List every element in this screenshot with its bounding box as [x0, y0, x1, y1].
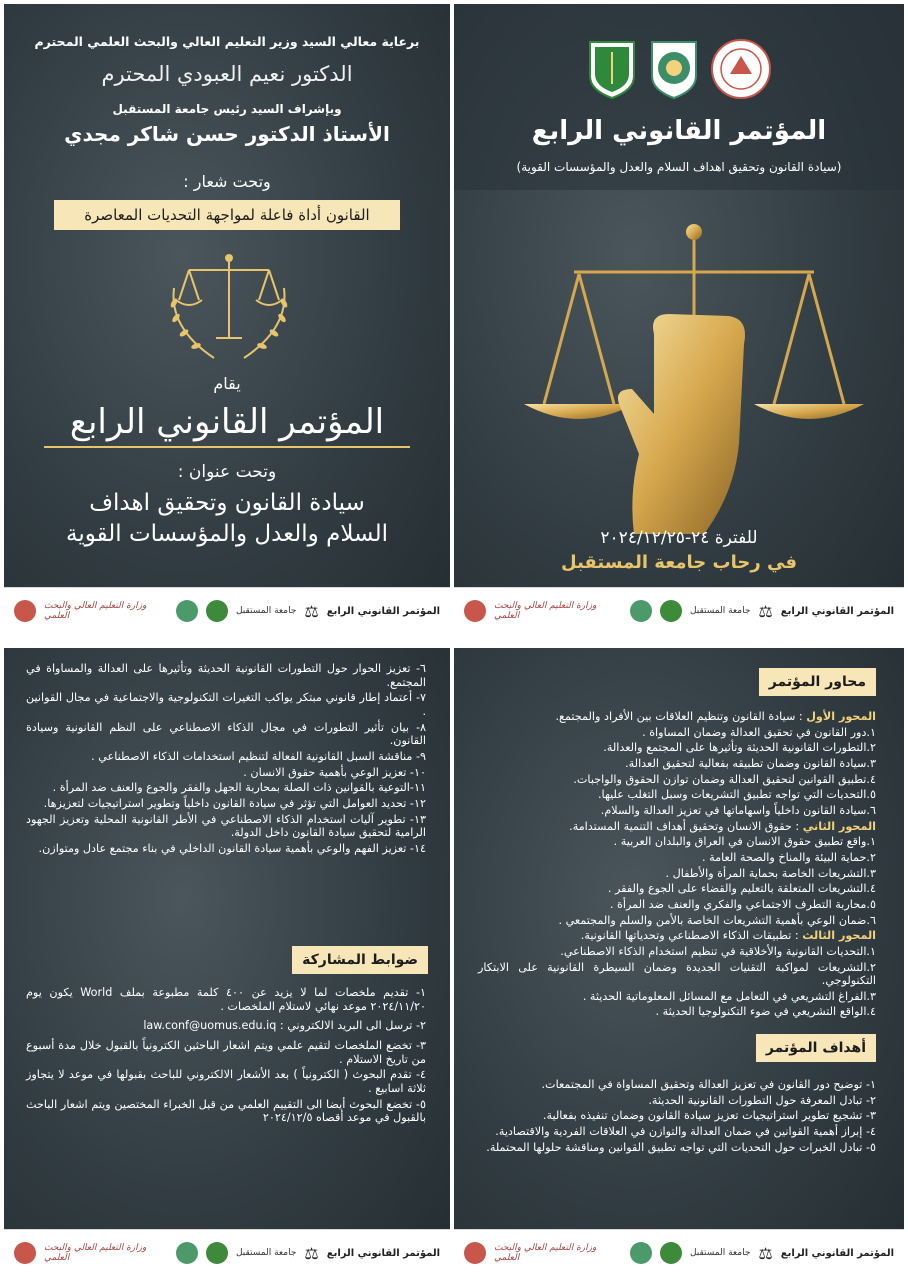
list-item: ٤- إبراز أهمية القوانين في ضمان العدالة والتوازن في العلاقات الفردية والاقتصادية. — [495, 1124, 876, 1138]
list-item: ٣.التشريعات الخاصة بحماية المرأة والأطفال . — [665, 866, 876, 880]
scales-icon: ⚖ — [304, 601, 319, 621]
logos-row — [454, 38, 904, 100]
goals-list — [478, 1078, 876, 1156]
footer-conference-name: المؤتمر القانوني الرابع — [326, 605, 440, 617]
footer-bar — [454, 1229, 904, 1276]
shield-logo-icon — [648, 38, 700, 100]
cover-panel — [4, 4, 450, 634]
scales-laurel-icon — [154, 248, 304, 368]
list-item: ١٤- تعزيز الفهم والوعي بأهمية سيادة القانون الداخلي في بناء مجتمع عادل ومتوازن. — [38, 841, 426, 855]
front-cover-panel — [454, 4, 904, 634]
list-item: ٧- أعتماد إطار قانوني مبتكر يواكب التغيرات التكنولوجية والاجتماعية في مجال القوانين . — [26, 691, 426, 718]
list-item: ٣- تخضع الملخصات لتقيم علمي ويتم اشعار الباحثين الكترونياً بالقبول خلال مدة أسبوع من تاريخ الاستلام . — [26, 1038, 426, 1066]
scales-icon: ⚖ — [758, 601, 773, 621]
axes-heading: محاور المؤتمر — [759, 668, 876, 696]
logo-icon — [176, 600, 198, 622]
footer-conference-name: المؤتمر القانوني الرابع — [326, 1247, 440, 1259]
rules-heading: ضوابط المشاركة — [292, 946, 428, 974]
list-item: ٥- تبادل الخبرات حول التحديات التي تواجه تطبيق القوانين ومناقشة حلولها المحتملة. — [486, 1140, 876, 1154]
list-item: ١- تقديم ملخصات لما لا يزيد عن ٤٠٠ كلمة مطبوعة بملف World يكون يوم ٢٠٢٤/١١/٢٠ موعد نهائي لاستلام الملخصات . — [26, 986, 426, 1013]
axis-label: المحور الثالث — [802, 929, 876, 943]
slogan-banner: القانون أداة فاعلة لمواجهة التحديات المعاصرة — [54, 200, 400, 230]
slogan-intro: وتحت شعار : — [183, 172, 271, 191]
list-item: ٩- مناقشة السبل القانونية الفعالة لتنظيم استخدامات الذكاء الاصطناعي . — [91, 749, 426, 763]
list-item: ٤.تطبيق القوانين لتحقيق العدالة وضمان توازن الحقوق والواجبات. — [573, 772, 876, 786]
goals-continued-list — [26, 662, 426, 858]
logo-icon — [206, 1242, 228, 1264]
rules-list — [26, 986, 426, 1127]
axis-3-title — [478, 929, 876, 943]
footer-bar — [454, 587, 904, 634]
list-item: ١- توضيح دور القانون في تعزيز العدالة وتحقيق المساواة في المجتمعات. — [541, 1078, 876, 1091]
footer-ministry: وزارة التعليم العالي والبحث العلمي — [494, 1243, 597, 1263]
conference-venue: في رحاب جامعة المستقبل — [561, 552, 797, 573]
list-item: ٢.حماية البيئة والمناخ والصحة العامة . — [701, 850, 876, 864]
logo-icon — [660, 600, 682, 622]
list-item: ٥.التحديات التي تواجه تطبيق التشريعات وسبل التغلب عليها. — [598, 788, 876, 802]
minister-name: الدكتور نعيم العبودي المحترم — [101, 62, 353, 86]
list-item: ٤.التشريعات المتعلقة بالتعليم والقضاء على الجوع والفقر . — [607, 882, 876, 896]
conference-subtitle: (سيادة القانون وتحقيق اهداف السلام والعدل والمؤسسات القوية) — [516, 160, 842, 174]
list-item: ٦.سيادة القانون داخلياً واسهاماتها في تعزيز العدالة والسلام. — [600, 803, 876, 817]
scales-icon: ⚖ — [304, 1243, 319, 1263]
president-name: الأستاذ الدكتور حسن شاكر مجدي — [64, 122, 390, 146]
footer-ministry: وزارة التعليم العالي والبحث العلمي — [44, 1243, 147, 1263]
theme-line-1: سيادة القانون وتحقيق اهداف — [89, 490, 365, 516]
axis-1-title — [478, 710, 876, 724]
list-item: ٣.سيادة القانون وضمان تطبيقه بفعالية لتحقيق العدالة. — [625, 756, 876, 770]
list-item: ٦.ضمان الوعي بأهمية التشريعات الخاصة بالأمن والسلم والمجتمعي . — [558, 913, 876, 927]
goals-heading: أهداف المؤتمر — [756, 1034, 876, 1062]
email-item[interactable]: ٢- ترسل الى البريد الالكتروني : law.conf@uomus.edu.iq — [143, 1019, 426, 1033]
conference-title: المؤتمر القانوني الرابع — [531, 116, 827, 146]
footer-university: جامعة المستقبل — [689, 1248, 751, 1258]
footer-bar — [4, 587, 450, 634]
theme-line-2: السلام والعدل والمؤسسات القوية — [66, 521, 388, 548]
logo-icon — [14, 600, 36, 622]
footer-university: جامعة المستقبل — [235, 1248, 297, 1258]
list-item: ١.واقع تطبيق حقوق الانسان في العراق والبلدان العربية . — [613, 835, 876, 849]
footer-conference-name: المؤتمر القانوني الرابع — [780, 605, 894, 617]
list-item: ٦- تعزيز الحوار حول التطورات القانونية الحديثة وتأثيرها على العدالة والمساواة في المجتمع. — [26, 662, 426, 689]
logo-icon — [630, 1242, 652, 1264]
scales-icon: ⚖ — [758, 1243, 773, 1263]
rules-panel — [4, 648, 450, 1276]
list-item: ٢.التشريعات لمواكبة التقنيات الجديدة وضمان السيطرة القانونية على الابتكار التكنولوجي. — [478, 960, 876, 988]
logo-icon — [176, 1242, 198, 1264]
axes-panel — [454, 648, 904, 1276]
list-item: ١١-التوعية بالقوانين ذات الصلة بمحاربة الجهل والفقر والجوع والعنف ضد المرأة . — [52, 781, 426, 795]
axis-2-title — [478, 820, 876, 834]
footer-conference-name: المؤتمر القانوني الرابع — [780, 1247, 894, 1259]
round-seal-icon — [710, 38, 772, 100]
shield-logo-icon — [586, 38, 638, 100]
list-item: ٤.الواقع التشريعي في ضوء التكنولوجيا الحديثة . — [655, 1005, 876, 1019]
logo-icon — [464, 600, 486, 622]
footer-university: جامعة المستقبل — [235, 606, 297, 616]
axes-list — [478, 710, 876, 1021]
list-item: ١٣- تطوير آليات استخدام الذكاء الاصطناعي في الأطر القانونية المحلية وتعزيز الجهود الرامية لتحقيق سيادة القانون داخل الدولة. — [26, 812, 426, 840]
list-item: ٤- تقدم البحوث ( الكترونياً ) بعد الأشعار الالكتروني للباحث بقبولها في موعد لا يتجاوز ثلاثة اسابيع . — [26, 1068, 426, 1095]
patronage-text: برعاية معالي السيد وزير التعليم العالي والبحث العلمي المحترم — [34, 34, 420, 49]
list-item: ١٢- تحديد العوامل التي تؤثر في سيادة القانون داخلياً وتطوير استراتيجيات لتعزيزها. — [43, 796, 426, 810]
logo-icon — [464, 1242, 486, 1264]
theme-intro: وتحت عنوان : — [177, 462, 277, 482]
list-item: ١.دور القانون في تحقيق العدالة وضمان المساواة . — [642, 725, 876, 739]
list-item: ١.التحديات القانونية والأخلاقية في تنظيم استخدام الذكاء الاصطناعي. — [560, 944, 876, 958]
axis-title: : سيادة القانون وتنظيم العلاقات بين الأفراد والمجتمع. — [555, 710, 807, 723]
list-item: ٨- بيان تأثير التطورات في مجال الذكاء الاصطناعي على النظم القانونية وسيادة القانون. — [26, 720, 426, 748]
hand-scales-icon — [454, 194, 904, 534]
theme-text — [14, 488, 440, 550]
footer-university: جامعة المستقبل — [689, 606, 751, 616]
footer-ministry: وزارة التعليم العالي والبحث العلمي — [494, 601, 597, 621]
supervision-text: وبإشراف السيد رئيس جامعة المستقبل — [112, 102, 342, 116]
list-item: ٣- تشجيع تطوير استراتيجيات تعزيز سيادة القانون وضمان تنفيذه بفعالية. — [542, 1109, 876, 1123]
logo-icon — [14, 1242, 36, 1264]
logo-icon — [660, 1242, 682, 1264]
axis-label: المحور الأول — [806, 710, 876, 723]
list-item: ١٠- تعزيز الوعي بأهمية حقوق الانسان . — [243, 765, 426, 779]
conference-title: المؤتمر القانوني الرابع — [44, 402, 410, 448]
list-item: ٢.التطورات القانونية الحديثة وتأثيرها على المجتمع والعدالة. — [603, 741, 876, 755]
footer-bar — [4, 1229, 450, 1276]
conference-date: للفترة ٢٤-٢٠٢٤/١٢/٢٥ — [600, 528, 758, 548]
held-text: يقام — [213, 374, 241, 393]
axis-title: : تطبيقات الذكاء الاصطناعي وتحدياتها القانونية. — [580, 929, 803, 943]
list-item: ٢- تبادل المعرفة حول التطورات القانونية الحديثة. — [648, 1093, 876, 1107]
footer-ministry: وزارة التعليم العالي والبحث العلمي — [44, 601, 147, 621]
axis-label: المحور الثاني — [802, 819, 876, 833]
logo-icon — [206, 600, 228, 622]
list-item: ٥- تخضع البحوث أيضا الى التقييم العلمي من قبل الخبراء المختصين ويتم اشعار الباحث بالقبول في موعد أقصاه ٢٠٢٤/١٢/٥ — [26, 1097, 426, 1125]
logo-icon — [630, 600, 652, 622]
list-item: ٥.محاربة التطرف الاجتماعي والفكري والعنف ضد المرأة . — [609, 897, 876, 911]
axis-title: : حقوق الانسان وتحقيق أهداف التنمية المستدامة. — [569, 819, 803, 833]
list-item: ٣.الفراغ التشريعي في التعامل مع المسائل المعلوماتية الحديثة . — [582, 989, 876, 1003]
